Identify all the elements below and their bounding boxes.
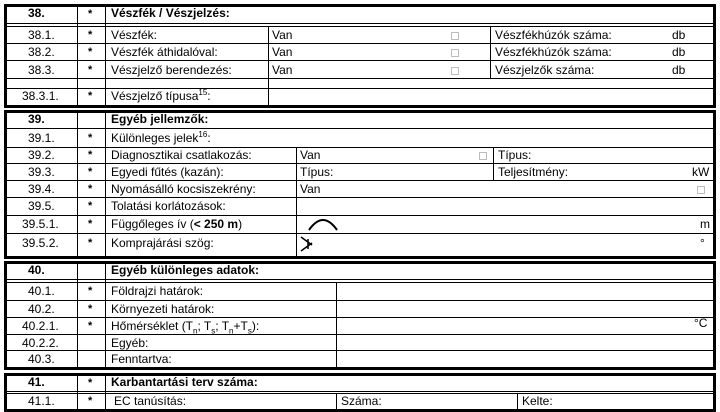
row-number: 38.3. xyxy=(28,63,55,77)
row-number: 39.5.1. xyxy=(22,217,59,231)
unit-label: kW xyxy=(692,165,710,179)
mandatory-mark: * xyxy=(88,218,93,230)
row-number: 41.1. xyxy=(28,394,55,408)
type-label: Típus: xyxy=(498,148,532,162)
field-label: Komprajárási szög: xyxy=(111,236,214,250)
vertical-curve-icon xyxy=(306,216,340,232)
number-label: Száma: xyxy=(341,394,382,408)
row-number: 40.2.2. xyxy=(22,336,59,350)
mandatory-mark: * xyxy=(88,303,93,315)
checkbox-icon[interactable] xyxy=(451,49,459,57)
field-label: Földrajzi határok: xyxy=(111,284,204,298)
unit-label: db xyxy=(672,63,686,77)
unit-label: m xyxy=(700,217,710,231)
count-label: Vészfékhúzók száma: xyxy=(495,45,612,59)
unit-label: db xyxy=(672,45,686,59)
field-label: Egyedi fűtés (kazán): xyxy=(111,165,224,179)
field-label: Vészjelző típusa$^{15}$: xyxy=(111,88,211,103)
row-number: 38.2. xyxy=(28,45,55,59)
field-label: Vészjelző berendezés: xyxy=(111,63,232,77)
field-label: Különleges jelek$^{16}$: xyxy=(111,130,211,145)
field-label: Vészfék áthidalóval: xyxy=(111,45,218,59)
row-number: 40.2. xyxy=(28,302,55,316)
count-label: Vészfékhúzók száma: xyxy=(495,28,612,42)
unit-label: ° xyxy=(700,236,705,250)
count-label: Vészjelzők száma: xyxy=(495,63,595,77)
mandatory-mark: * xyxy=(88,395,93,407)
field-label: Tolatási korlátozások: xyxy=(111,199,226,213)
section-38-mandatory-mark: * xyxy=(88,8,93,20)
mandatory-mark: * xyxy=(88,29,93,41)
mandatory-mark: * xyxy=(88,64,93,76)
field-value: Van xyxy=(272,63,293,77)
checkbox-icon[interactable] xyxy=(697,186,705,194)
field-label: Fenntartva: xyxy=(111,352,172,366)
power-label: Teljesítmény: xyxy=(498,165,569,179)
section-40-number: 40. xyxy=(28,263,45,277)
field-label: Környezeti határok: xyxy=(111,302,215,316)
section-40-title: Egyéb különleges adatok: xyxy=(111,263,260,277)
section-39-number: 39. xyxy=(28,112,45,126)
field-value: Van xyxy=(272,45,293,59)
mandatory-mark: * xyxy=(88,320,93,332)
field-label: Függőleges ív (< 250 m) xyxy=(111,217,243,231)
field-label: Nyomásálló kocsiszekrény: xyxy=(111,182,256,196)
field-value: Van xyxy=(300,182,321,196)
field-label: Vészfék: xyxy=(111,28,158,42)
field-value: Van xyxy=(300,148,321,162)
checkbox-icon[interactable] xyxy=(479,152,487,160)
row-number: 39.1. xyxy=(28,131,55,145)
row-number: 39.5.2. xyxy=(22,236,59,250)
section-41-title: Karbantartási terv száma: xyxy=(111,375,258,389)
mandatory-mark: * xyxy=(88,183,93,195)
type-label: Típus: xyxy=(300,165,334,179)
checkbox-icon[interactable] xyxy=(451,32,459,40)
field-label: Hőmérséklet ($T_n$; $T_s$; $T_n+T_s$): xyxy=(111,319,260,336)
row-number: 38.1. xyxy=(28,28,55,42)
field-label: Egyéb: xyxy=(111,336,149,350)
date-label: Kelte: xyxy=(522,394,553,408)
row-number: 40.1. xyxy=(28,284,55,298)
mandatory-mark: * xyxy=(88,166,93,178)
mandatory-mark: * xyxy=(88,237,93,249)
section-39-title: Egyéb jellemzők: xyxy=(111,112,209,126)
row-number: 39.5. xyxy=(28,199,55,213)
unit-label: db xyxy=(672,28,686,42)
section-38-number: 38. xyxy=(28,6,45,20)
field-label: Diagnosztikai csatlakozás: xyxy=(111,148,252,162)
row-number: 39.3. xyxy=(28,165,55,179)
row-number: 39.4. xyxy=(28,182,55,196)
field-label: EC tanúsítás: xyxy=(114,394,187,408)
row-number: 40.3. xyxy=(28,352,55,366)
row-number: 40.2.1. xyxy=(22,319,59,333)
mandatory-mark: * xyxy=(88,285,93,297)
checkbox-icon[interactable] xyxy=(451,67,459,75)
buffer-angle-icon xyxy=(299,235,315,253)
field-value: Van xyxy=(272,28,293,42)
row-number: 39.2. xyxy=(28,148,55,162)
mandatory-mark: * xyxy=(88,200,93,212)
row-number: 38.3.1. xyxy=(22,89,59,103)
section-41-mandatory-mark: * xyxy=(88,377,93,389)
section-41-number: 41. xyxy=(28,375,45,389)
section-38-title: Vészfék / Vészjelzés: xyxy=(111,6,230,20)
mandatory-mark: * xyxy=(88,46,93,58)
mandatory-mark: * xyxy=(88,132,93,144)
unit-label: °C xyxy=(694,316,708,330)
mandatory-mark: * xyxy=(88,90,93,102)
mandatory-mark: * xyxy=(88,149,93,161)
